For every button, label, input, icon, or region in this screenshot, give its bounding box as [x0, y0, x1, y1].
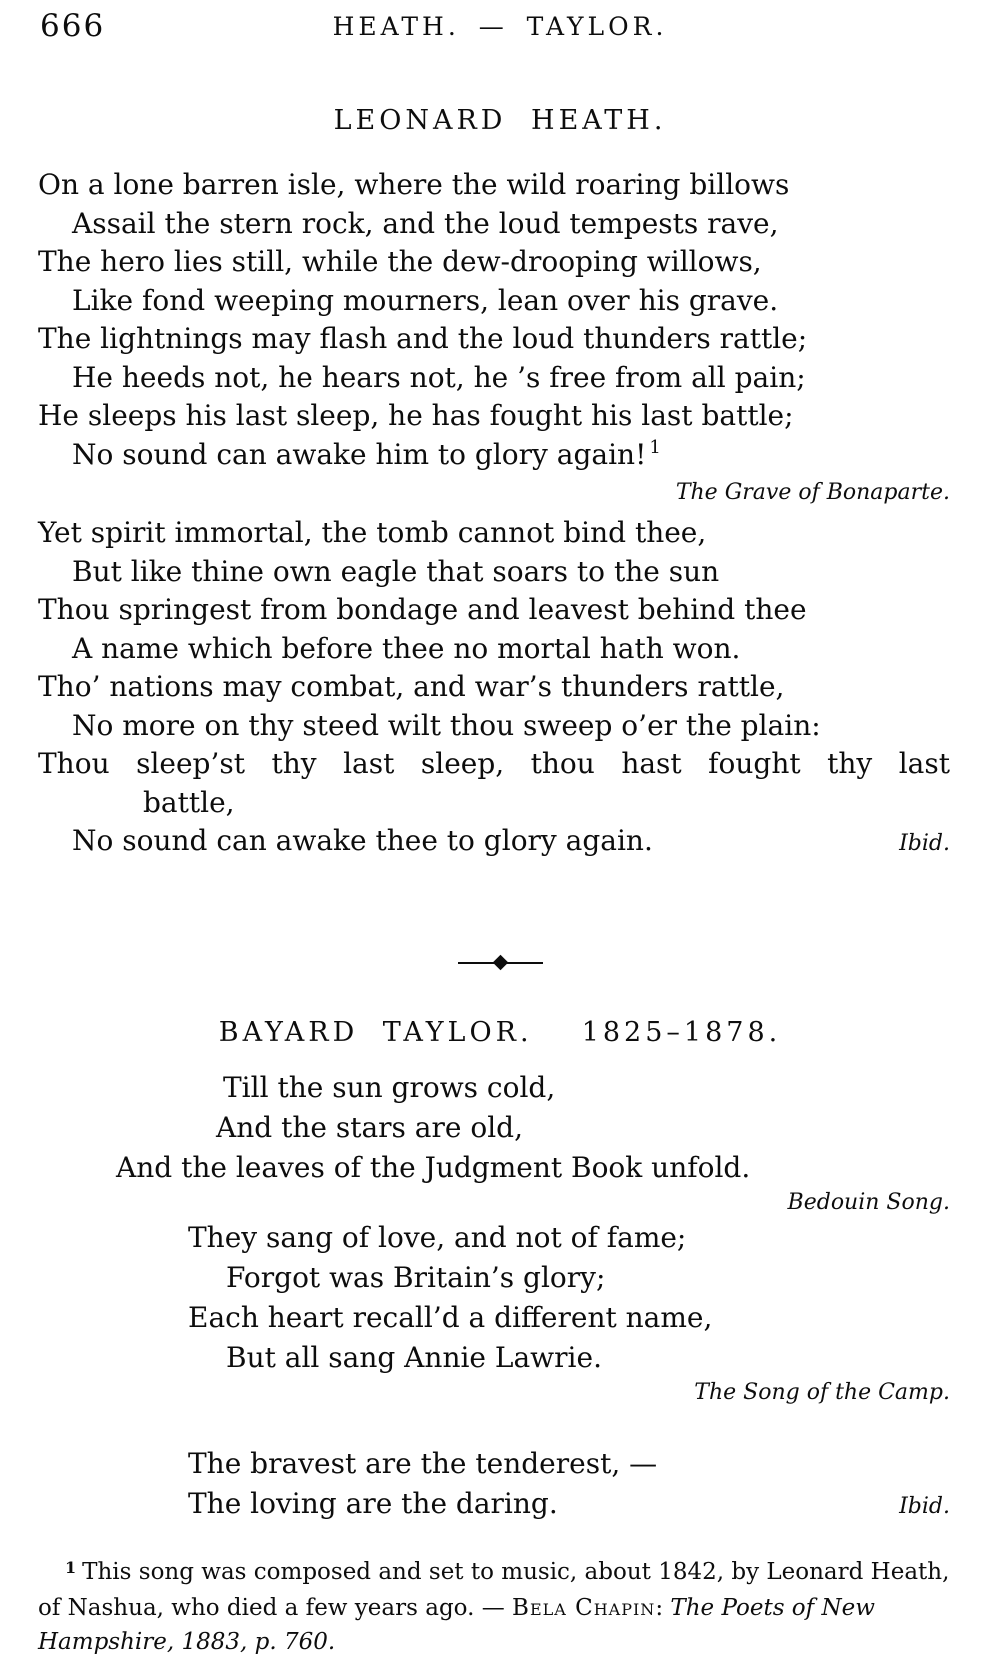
footnote-work-title: The Poets of New Hampshire, 1883, p. 760. — [38, 1594, 875, 1655]
verse-line-text: No sound can awake thee to glory again. — [72, 824, 653, 857]
verse-line: And the stars are old, — [216, 1110, 523, 1144]
verse-line: On a lone barren isle, where the wild roaring billows — [38, 168, 790, 201]
section-divider — [0, 956, 1000, 970]
section-title-heath: LEONARD HEATH. — [333, 105, 667, 136]
verse-line — [38, 436, 950, 479]
attribution: The Grave of Bonaparte. — [675, 480, 950, 505]
diamond-ornament-icon — [492, 955, 508, 971]
verse-line: Assail the stern rock, and the loud tempests rave, — [72, 206, 779, 240]
verse-line: Each heart recall’d a different name, — [188, 1300, 713, 1334]
footnote-text: This song was composed and set to music, about 1842, by Leonard Heath, of Nashua, who died a few years ago. — — [38, 1558, 950, 1621]
verse-line: But all sang Annie Lawrie. — [226, 1340, 602, 1374]
taylor-section — [0, 1016, 1000, 1527]
verse-line: battle, — [143, 785, 235, 819]
verse-line: Yet spirit immortal, the tomb cannot bind thee, — [38, 516, 707, 549]
footnote-marker: 1 — [65, 1557, 77, 1577]
attribution: Ibid. — [899, 1493, 950, 1519]
verse-line: He sleeps his last sleep, he has fought his last battle; — [38, 399, 794, 432]
verse-line: He heeds not, he hears not, he ’s free from all pain; — [72, 360, 806, 394]
section-title-taylor: BAYARD TAYLOR. 1825–1878. — [218, 1016, 782, 1048]
verse-line: The bravest are the tenderest, — — [188, 1446, 658, 1480]
footnote — [38, 1555, 950, 1659]
page-header — [0, 0, 1000, 52]
verse-line-with-attribution — [188, 1484, 950, 1527]
heath-section — [0, 104, 1000, 864]
verse-line: And the leaves of the Judgment Book unfold. — [116, 1150, 751, 1184]
verse-line: The hero lies still, while the dew-drooping willows, — [38, 245, 762, 278]
running-header: HEATH. — TAYLOR. — [332, 12, 668, 41]
taylor-stanza-2 — [38, 1218, 950, 1408]
verse-line: But like thine own eagle that soars to the sun — [72, 554, 720, 588]
taylor-stanza-3 — [38, 1444, 950, 1527]
page-number: 666 — [40, 8, 106, 44]
verse-line: They sang of love, and not of fame; — [188, 1220, 687, 1254]
verse-line: The lightnings may flash and the loud thunders rattle; — [38, 322, 808, 355]
verse-line-with-attribution — [38, 822, 950, 864]
verse-line: Like fond weeping mourners, lean over his grave. — [72, 283, 779, 317]
footnote-paragraph — [38, 1555, 950, 1659]
verse-line: Thou springest from bondage and leavest behind thee — [38, 593, 807, 626]
verse-line: No more on thy steed wilt thou sweep o’er the plain: — [72, 708, 821, 742]
verse-line-text: No sound can awake him to glory again! — [72, 437, 647, 471]
verse-line-text: The loving are the daring. — [188, 1486, 558, 1520]
footnote-reference: 1 — [649, 436, 661, 458]
verse-line: Till the sun grows cold, — [223, 1070, 556, 1104]
verse-line: A name which before thee no mortal hath won. — [72, 631, 741, 665]
attribution: Bedouin Song. — [787, 1189, 950, 1215]
heath-stanza-1 — [38, 166, 950, 508]
verse-line: Tho’ nations may combat, and war’s thunders rattle, — [38, 670, 785, 703]
verse-line: Thou sleep’st thy last sleep, thou hast fought thy last — [38, 747, 950, 780]
taylor-stanza-1 — [38, 1068, 950, 1218]
attribution: The Song of the Camp. — [694, 1379, 950, 1405]
heath-stanza-2 — [38, 514, 950, 864]
footnote-author: Bela Chapin — [512, 1594, 656, 1621]
footnote-colon: : — [655, 1594, 671, 1621]
attribution: Ibid. — [899, 831, 950, 856]
verse-line: Forgot was Britain’s glory; — [226, 1260, 606, 1294]
